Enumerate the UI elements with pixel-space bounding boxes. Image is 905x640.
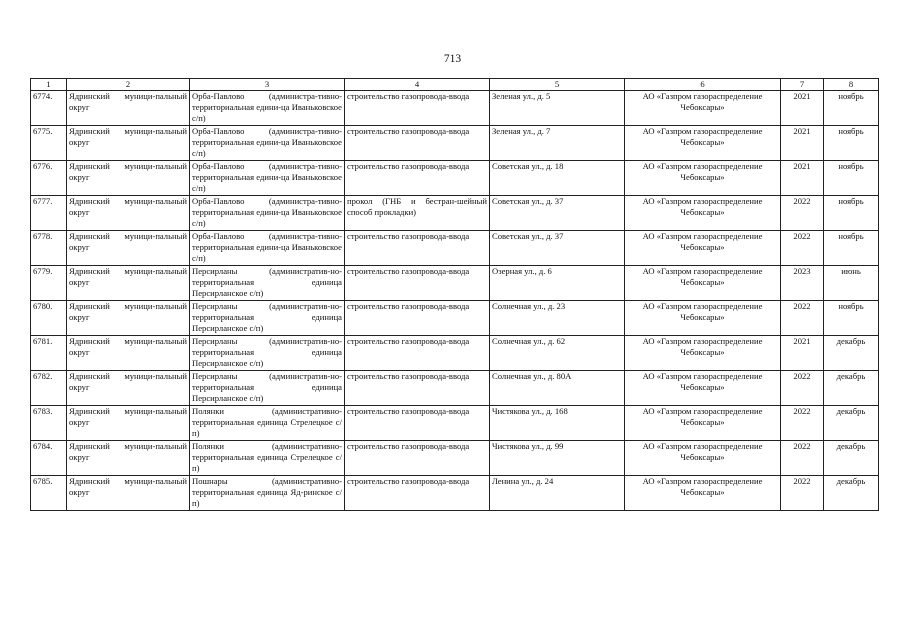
district-cell: Ядринский муници-пальный округ: [67, 301, 190, 336]
district-cell: Ядринский муници-пальный округ: [67, 91, 190, 126]
month-cell: июнь: [824, 266, 879, 301]
row-number-cell: 6782.: [31, 371, 67, 406]
district-cell: Ядринский муници-пальный округ: [67, 126, 190, 161]
table-row: [31, 476, 879, 511]
address-cell: Зеленая ул., д. 7: [490, 126, 625, 161]
month-cell: декабрь: [824, 441, 879, 476]
work-type-cell: строительство газопровода-ввода: [345, 441, 490, 476]
column-header: 2: [67, 79, 190, 91]
locality-cell: Персирланы (административ-но-территориальная единица Персирланское с/п): [190, 301, 345, 336]
address-cell: Чистякова ул., д. 168: [490, 406, 625, 441]
organization-cell: АО «Газпром газораспределение Чебоксары»: [625, 266, 781, 301]
locality-cell: Орба-Павлово (администра-тивно-территориальная едини-ца Иваньковское с/п): [190, 126, 345, 161]
row-number-cell: 6783.: [31, 406, 67, 441]
table-row: [31, 266, 879, 301]
year-cell: 2022: [781, 371, 824, 406]
district-cell: Ядринский муници-пальный округ: [67, 441, 190, 476]
address-cell: Озерная ул., д. 6: [490, 266, 625, 301]
row-number-cell: 6784.: [31, 441, 67, 476]
address-cell: Солнечная ул., д. 80А: [490, 371, 625, 406]
month-cell: ноябрь: [824, 91, 879, 126]
locality-cell: Персирланы (административ-но-территориальная единица Персирланское с/п): [190, 266, 345, 301]
table-row: [31, 126, 879, 161]
address-cell: Советская ул., д. 37: [490, 231, 625, 266]
address-cell: Ленина ул., д. 24: [490, 476, 625, 511]
column-header: 8: [824, 79, 879, 91]
row-number-cell: 6777.: [31, 196, 67, 231]
work-type-cell: строительство газопровода-ввода: [345, 231, 490, 266]
locality-cell: Персирланы (административ-но-территориальная единица Персирланское с/п): [190, 371, 345, 406]
organization-cell: АО «Газпром газораспределение Чебоксары»: [625, 301, 781, 336]
table-row: [31, 301, 879, 336]
year-cell: 2023: [781, 266, 824, 301]
organization-cell: АО «Газпром газораспределение Чебоксары»: [625, 196, 781, 231]
organization-cell: АО «Газпром газораспределение Чебоксары»: [625, 406, 781, 441]
work-type-cell: строительство газопровода-ввода: [345, 301, 490, 336]
organization-cell: АО «Газпром газораспределение Чебоксары»: [625, 126, 781, 161]
month-cell: декабрь: [824, 371, 879, 406]
year-cell: 2022: [781, 476, 824, 511]
organization-cell: АО «Газпром газораспределение Чебоксары»: [625, 161, 781, 196]
table-row: [31, 441, 879, 476]
column-header: 7: [781, 79, 824, 91]
district-cell: Ядринский муници-пальный округ: [67, 406, 190, 441]
district-cell: Ядринский муници-пальный округ: [67, 336, 190, 371]
month-cell: декабрь: [824, 406, 879, 441]
table-row: [31, 336, 879, 371]
column-header: 3: [190, 79, 345, 91]
month-cell: ноябрь: [824, 126, 879, 161]
month-cell: ноябрь: [824, 196, 879, 231]
column-header: 6: [625, 79, 781, 91]
work-type-cell: строительство газопровода-ввода: [345, 161, 490, 196]
locality-cell: Полянки (административно-территориальная единица Стрелецкое с/п): [190, 441, 345, 476]
work-type-cell: строительство газопровода-ввода: [345, 476, 490, 511]
header-row: [31, 79, 879, 91]
year-cell: 2021: [781, 126, 824, 161]
address-cell: Советская ул., д. 37: [490, 196, 625, 231]
work-type-cell: строительство газопровода-ввода: [345, 336, 490, 371]
year-cell: 2021: [781, 91, 824, 126]
row-number-cell: 6778.: [31, 231, 67, 266]
row-number-cell: 6780.: [31, 301, 67, 336]
table-row: [31, 161, 879, 196]
locality-cell: Орба-Павлово (администра-тивно-территориальная едини-ца Иваньковское с/п): [190, 161, 345, 196]
table-row: [31, 196, 879, 231]
organization-cell: АО «Газпром газораспределение Чебоксары»: [625, 336, 781, 371]
row-number-cell: 6781.: [31, 336, 67, 371]
month-cell: ноябрь: [824, 161, 879, 196]
work-type-cell: строительство газопровода-ввода: [345, 126, 490, 161]
district-cell: Ядринский муници-пальный округ: [67, 476, 190, 511]
locality-cell: Орба-Павлово (администра-тивно-территориальная едини-ца Иваньковское с/п): [190, 231, 345, 266]
table-row: [31, 91, 879, 126]
district-cell: Ядринский муници-пальный округ: [67, 266, 190, 301]
district-cell: Ядринский муници-пальный округ: [67, 196, 190, 231]
work-type-cell: строительство газопровода-ввода: [345, 406, 490, 441]
table-row: [31, 406, 879, 441]
month-cell: декабрь: [824, 476, 879, 511]
row-number-cell: 6774.: [31, 91, 67, 126]
month-cell: ноябрь: [824, 231, 879, 266]
year-cell: 2022: [781, 406, 824, 441]
organization-cell: АО «Газпром газораспределение Чебоксары»: [625, 441, 781, 476]
district-cell: Ядринский муници-пальный округ: [67, 371, 190, 406]
work-type-cell: прокол (ГНБ и бестран-шейный способ прокладки): [345, 196, 490, 231]
locality-cell: Персирланы (административ-но-территориальная единица Персирланское с/п): [190, 336, 345, 371]
locality-cell: Орба-Павлово (администра-тивно-территориальная едини-ца Иваньковское с/п): [190, 91, 345, 126]
district-cell: Ядринский муници-пальный округ: [67, 161, 190, 196]
row-number-cell: 6775.: [31, 126, 67, 161]
address-cell: Зеленая ул., д. 5: [490, 91, 625, 126]
work-type-cell: строительство газопровода-ввода: [345, 91, 490, 126]
address-cell: Советская ул., д. 18: [490, 161, 625, 196]
address-cell: Чистякова ул., д. 99: [490, 441, 625, 476]
row-number-cell: 6785.: [31, 476, 67, 511]
row-number-cell: 6779.: [31, 266, 67, 301]
year-cell: 2022: [781, 231, 824, 266]
year-cell: 2022: [781, 441, 824, 476]
locality-cell: Орба-Павлово (администра-тивно-территориальная едини-ца Иваньковское с/п): [190, 196, 345, 231]
column-header: 1: [31, 79, 67, 91]
column-header: 4: [345, 79, 490, 91]
address-cell: Солнечная ул., д. 62: [490, 336, 625, 371]
locality-cell: Полянки (административно-территориальная единица Стрелецкое с/п): [190, 406, 345, 441]
table-row: [31, 231, 879, 266]
table-body: [31, 91, 879, 511]
locality-cell: Пошнары (административно-территориальная единица Яд-ринское с/п): [190, 476, 345, 511]
year-cell: 2022: [781, 196, 824, 231]
work-type-cell: строительство газопровода-ввода: [345, 371, 490, 406]
year-cell: 2022: [781, 301, 824, 336]
year-cell: 2021: [781, 161, 824, 196]
page-number: 713: [443, 53, 462, 65]
column-header: 5: [490, 79, 625, 91]
organization-cell: АО «Газпром газораспределение Чебоксары»: [625, 231, 781, 266]
work-type-cell: строительство газопровода-ввода: [345, 266, 490, 301]
gas-works-table: [30, 78, 879, 511]
organization-cell: АО «Газпром газораспределение Чебоксары»: [625, 91, 781, 126]
table-row: [31, 371, 879, 406]
month-cell: ноябрь: [824, 301, 879, 336]
row-number-cell: 6776.: [31, 161, 67, 196]
month-cell: декабрь: [824, 336, 879, 371]
year-cell: 2021: [781, 336, 824, 371]
organization-cell: АО «Газпром газораспределение Чебоксары»: [625, 371, 781, 406]
district-cell: Ядринский муници-пальный округ: [67, 231, 190, 266]
address-cell: Солнечная ул., д. 23: [490, 301, 625, 336]
organization-cell: АО «Газпром газораспределение Чебоксары»: [625, 476, 781, 511]
